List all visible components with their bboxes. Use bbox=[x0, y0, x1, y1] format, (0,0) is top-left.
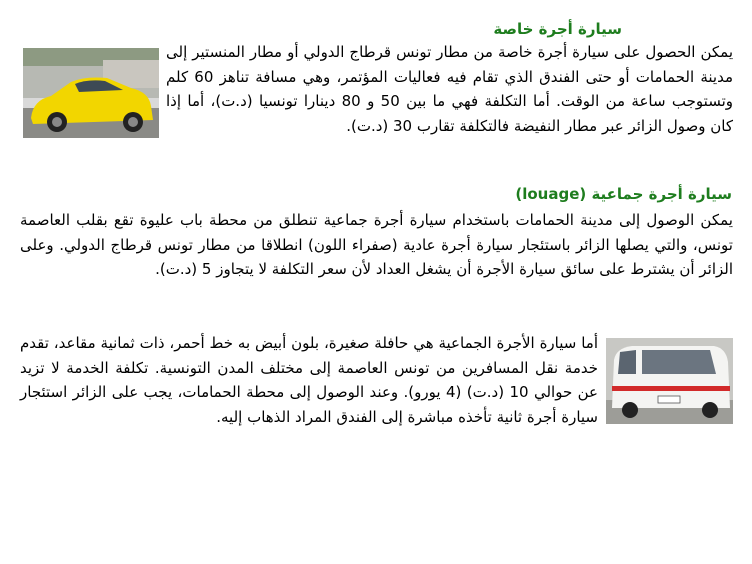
private-taxi-paragraph: يمكن الحصول على سيارة أجرة خاصة من مطار تونس قرطاج الدولي أو مطار المنستير إلى مدينة الحمامات أو حتى الفندق الذي تقام فيه فعاليات المؤتمر، وهي مسافة تناهز 60 كلم وتستوجب ساعة من الوقت. أما التكلفة فهي ما بين 50 و 80 دينارا تونسيا (د.ت)، أما إذا كان وصول الزائر عبر مطار النفيضة فالتكلفة تقارب 30 (د.ت). bbox=[166, 43, 734, 135]
shared-taxi-paragraph: يمكن الوصول إلى مدينة الحمامات باستخدام سيارة أجرة جماعية تنطلق من محطة باب عليوة تقع بقلب العاصمة تونس، والتي يصلها الزائر باستئجار سيارة أجرة عادية (صفراء اللون) انطلاقا من مطار تونس قرطاج الدولي. وعلى الزائر أن يشترط على سائق سيارة الأجرة أن يشغل العداد لأن سعر التكلفة لا يتجاوز 5 (د.ت). bbox=[20, 211, 733, 278]
yellow-taxi-photo bbox=[23, 48, 159, 138]
louage-van-photo bbox=[606, 338, 733, 424]
louage-description-paragraph: أما سيارة الأجرة الجماعية هي حافلة صغيرة، بلون أبيض به خط أحمر، ذات ثمانية مقاعد، تقدم خدمة نقل المسافرين من تونس العاصمة إلى مختلف المدن التونسية. تكلفة الخدمة لا تزيد عن حوالي 10 (د.ت) (4 يورو). وعند الوصول إلى محطة الحمامات، يجب على الزائر استئجار سيارة أجرة ثانية تأخذه مباشرة إلى الفندق المراد الذهاب إليه. bbox=[20, 334, 598, 426]
shared-taxi-heading: سيارة أجرة جماعية (louage) bbox=[515, 185, 732, 203]
private-taxi-heading: سيارة أجرة خاصة bbox=[493, 20, 622, 38]
